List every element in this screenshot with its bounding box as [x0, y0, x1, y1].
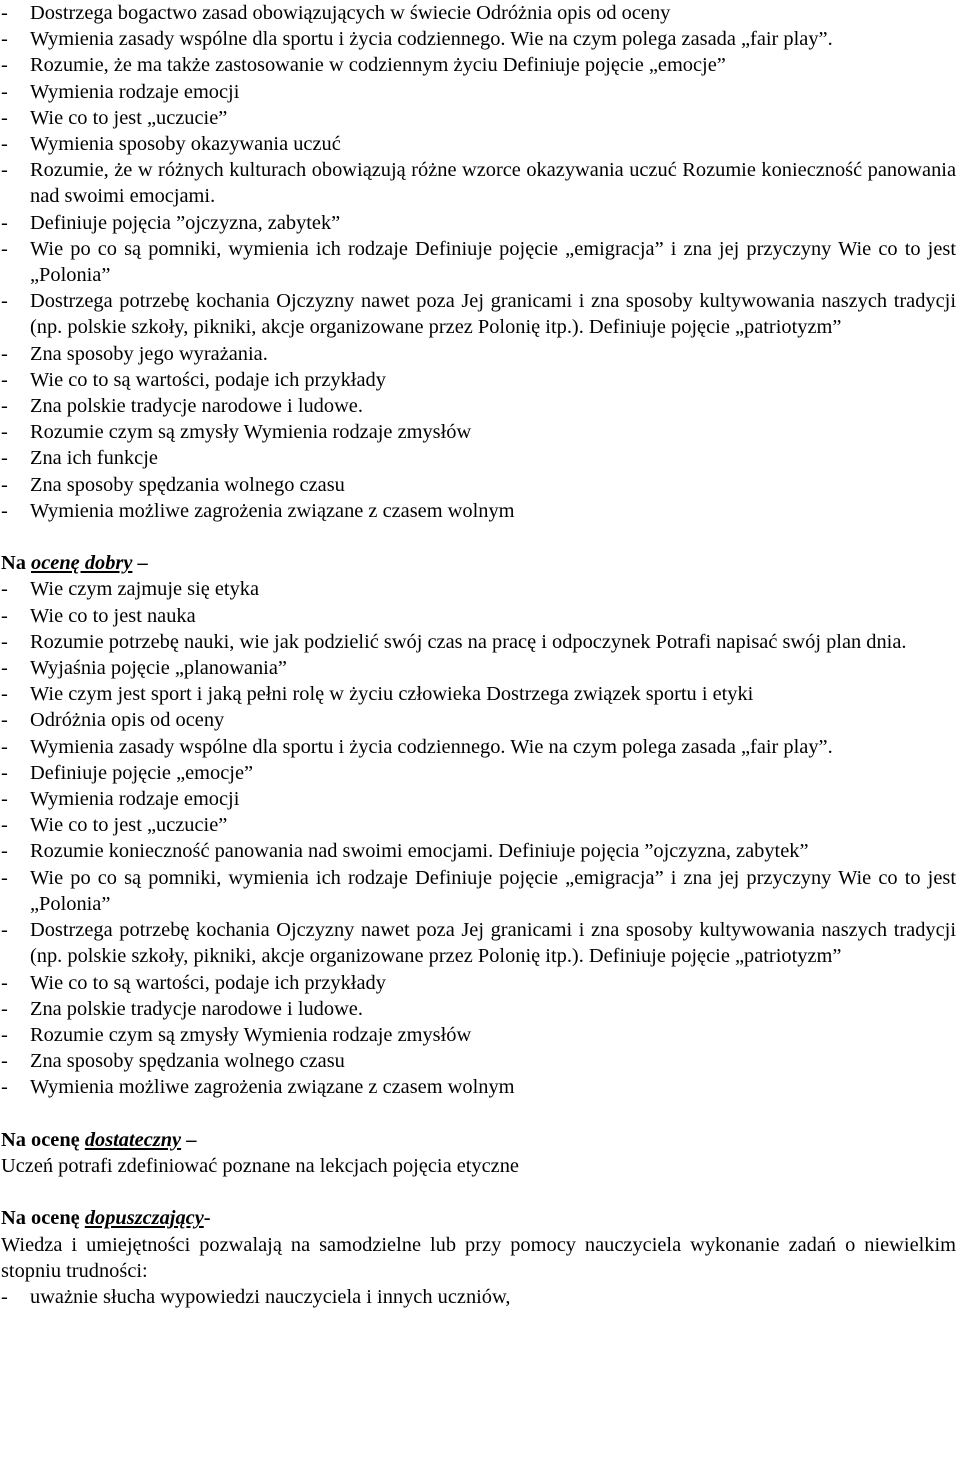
list-item-text: Wie co to jest „uczucie”: [30, 814, 228, 837]
list-item: [1, 734, 956, 760]
list-item: [1, 236, 956, 288]
spacer: [1, 524, 956, 550]
list-item: [1, 1048, 956, 1074]
spacer: [1, 1179, 956, 1205]
list-item: [1, 393, 956, 419]
list-item-text: Wie co to są wartości, podaje ich przykłady: [30, 971, 386, 994]
list-item: [1, 367, 956, 393]
list-item: [1, 917, 956, 969]
list-item-text: Definiuje pojęcia ”ojczyzna, zabytek”: [30, 211, 341, 234]
list-item-text: Odróżnia opis od oceny: [30, 709, 225, 732]
list-item-text: Dostrzega potrzebę kochania Ojczyzny nawet poza Jej granicami i zna sposoby kultywowania naszych tradycji (np. polskie szkoły, pikniki, akcje organizowane przez Polonię itp.). Definiuje pojęcie „patriotyzm”: [30, 919, 956, 968]
list-item-text: Dostrzega potrzebę kochania Ojczyzny nawet poza Jej granicami i zna sposoby kultywowania naszych tradycji (np. polskie szkoły, pikniki, akcje organizowane przez Polonię itp.). Definiuje pojęcie „patriotyzm”: [30, 290, 956, 339]
list-item: [1, 472, 956, 498]
list-item-text: Wie po co są pomniki, wymienia ich rodzaje Definiuje pojęcie „emigracja” i zna jej przyczyny Wie co to jest „Polonia”: [30, 237, 956, 287]
list-item: [1, 707, 956, 733]
bullet-dash: -: [1, 709, 8, 732]
bullet-dash: -: [1, 1285, 8, 1308]
list-item: [1, 655, 956, 681]
list-item-text: Wymienia zasady wspólne dla sportu i życia codziennego. Wie na czym polega zasada „fair play”.: [30, 735, 833, 758]
list-item: [1, 629, 956, 655]
bullet-dash: -: [1, 473, 8, 496]
spacer: [1, 1101, 956, 1127]
grade-label-dopuszczajacy: dopuszczający: [84, 1207, 204, 1230]
list-dobry: [1, 576, 956, 1100]
list-item: [1, 838, 956, 864]
list-item-text: Wie co to jest „uczucie”: [30, 106, 228, 129]
bullet-dash: -: [1, 447, 8, 470]
bullet-dash: -: [1, 54, 8, 77]
list-item-text: Rozumie konieczność panowania nad swoimi emocjami. Definiuje pojęcia ”ojczyzna, zabytek”: [30, 840, 809, 863]
list-item-text: Rozumie potrzebę nauki, wie jak podzielić swój czas na pracę i odpoczynek Potrafi napisać swój plan dnia.: [30, 630, 907, 653]
bullet-dash: -: [1, 997, 8, 1020]
bullet-dash: -: [1, 211, 8, 234]
list-item: [1, 105, 956, 131]
list-item-text: Wie po co są pomniki, wymienia ich rodzaje Definiuje pojęcie „emigracja” i zna jej przyczyny Wie co to jest „Polonia”: [30, 866, 956, 915]
list-item-text: Zna ich funkcje: [30, 447, 158, 470]
list-item: [1, 865, 956, 917]
list-item: [1, 1074, 956, 1100]
list-item: [1, 603, 956, 629]
list-item-text: Definiuje pojęcie „emocje”: [30, 761, 254, 784]
list-item: [1, 419, 956, 445]
list-item-text: Rozumie, że ma także zastosowanie w codziennym życiu Definiuje pojęcie „emocje”: [30, 54, 726, 77]
bullet-dash: -: [1, 840, 8, 863]
list-item-text: Rozumie czym są zmysły Wymienia rodzaje zmysłów: [30, 1023, 472, 1046]
bullet-dash: -: [1, 80, 8, 103]
list-item-text: Wymienia sposoby okazywania uczuć: [30, 133, 341, 156]
list-item: [1, 996, 956, 1022]
bullet-dash: -: [1, 133, 8, 156]
list-item: [1, 576, 956, 602]
bullet-dash: -: [1, 1076, 8, 1099]
grade-heading-dostateczny: [1, 1127, 956, 1153]
list-item-text: Wymienia rodzaje emocji: [30, 788, 240, 811]
list-item-text: Wyjaśnia pojęcie „planowania”: [30, 657, 287, 680]
bullet-dash: -: [1, 657, 8, 680]
paragraph-dostateczny: Uczeń potrafi zdefiniować poznane na lekcjach pojęcia etyczne: [1, 1154, 519, 1177]
bullet-dash: -: [1, 683, 8, 706]
bullet-dash: -: [1, 2, 8, 24]
bullet-dash: -: [1, 578, 8, 601]
list-item: [1, 681, 956, 707]
list-item: [1, 0, 956, 26]
list-item: [1, 210, 956, 236]
bullet-dash: -: [1, 28, 8, 51]
heading-suffix: –: [132, 552, 148, 575]
bullet-dash: -: [1, 106, 8, 129]
list-top: [1, 0, 956, 524]
list-item-text: Zna polskie tradycje narodowe i ludowe.: [30, 997, 363, 1020]
bullet-dash: -: [1, 290, 8, 313]
bullet-dash: -: [1, 421, 8, 444]
bullet-dash: -: [1, 814, 8, 837]
bullet-dash: -: [1, 630, 8, 653]
heading-prefix: Na ocenę: [1, 1128, 85, 1151]
list-item: [1, 970, 956, 996]
list-dopuszczajacy: [1, 1284, 956, 1310]
list-item: [1, 79, 956, 105]
list-item-text: Wie czym jest sport i jaką pełni rolę w życiu człowieka Dostrzega związek sportu i etyki: [30, 683, 754, 706]
list-item: [1, 288, 956, 340]
heading-prefix: Na ocenę: [1, 1207, 85, 1230]
list-item-text: Wie czym zajmuje się etyka: [30, 578, 260, 601]
grade-heading-dopuszczajacy: [1, 1205, 956, 1231]
bullet-dash: -: [1, 499, 8, 522]
bullet-dash: -: [1, 761, 8, 784]
list-item-text: Dostrzega bogactwo zasad obowiązujących w świecie Odróżnia opis od oceny: [30, 2, 671, 24]
list-item: [1, 1022, 956, 1048]
bullet-dash: -: [1, 919, 8, 942]
bullet-dash: -: [1, 788, 8, 811]
list-item: [1, 812, 956, 838]
grade-label-dostateczny: dostateczny: [84, 1128, 182, 1151]
bullet-dash: -: [1, 604, 8, 627]
list-item: [1, 26, 956, 52]
grade-heading-dobry: [1, 550, 956, 576]
list-item-text: Zna sposoby jego wyrażania.: [30, 342, 268, 365]
heading-prefix: Na: [1, 552, 32, 575]
list-item-text: Wymienia możliwe zagrożenia związane z czasem wolnym: [30, 1076, 515, 1099]
bullet-dash: -: [1, 368, 8, 391]
list-item-text: Zna polskie tradycje narodowe i ludowe.: [30, 395, 363, 418]
bullet-dash: -: [1, 237, 8, 260]
list-item-text: Wymienia rodzaje emocji: [30, 80, 240, 103]
heading-suffix: –: [181, 1128, 197, 1151]
bullet-dash: -: [1, 1023, 8, 1046]
bullet-dash: -: [1, 1050, 8, 1073]
list-item: [1, 131, 956, 157]
list-item-text: Wymienia możliwe zagrożenia związane z czasem wolnym: [30, 499, 515, 522]
list-item-text: Rozumie czym są zmysły Wymienia rodzaje zmysłów: [30, 421, 472, 444]
list-item-text: Wie co to są wartości, podaje ich przykłady: [30, 368, 386, 391]
list-item: [1, 1284, 956, 1310]
list-item-text: Rozumie, że w różnych kulturach obowiązują różne wzorce okazywania uczuć Rozumie konieczność panowania nad swoimi emocjami.: [30, 159, 956, 208]
grade-label-dobry: ocenę dobry: [31, 552, 133, 575]
paragraph-dopuszczajacy: Wiedza i umiejętności pozwalają na samodzielne lub przy pomocy nauczyciela wykonanie zadań o niewielkim stopniu trudności:: [1, 1233, 956, 1282]
bullet-dash: -: [1, 971, 8, 994]
list-item: [1, 52, 956, 78]
list-item: [1, 157, 956, 209]
list-item-text: Wie co to jest nauka: [30, 604, 196, 627]
bullet-dash: -: [1, 866, 8, 889]
list-item: [1, 786, 956, 812]
bullet-dash: -: [1, 395, 8, 418]
list-item: [1, 341, 956, 367]
list-item-text: Zna sposoby spędzania wolnego czasu: [30, 473, 345, 496]
list-item: [1, 445, 956, 471]
list-item-text: uważnie słucha wypowiedzi nauczyciela i innych uczniów,: [30, 1285, 511, 1308]
bullet-dash: -: [1, 342, 8, 365]
bullet-dash: -: [1, 735, 8, 758]
list-item-text: Wymienia zasady wspólne dla sportu i życia codziennego. Wie na czym polega zasada „fair play”.: [30, 28, 833, 51]
list-item-text: Zna sposoby spędzania wolnego czasu: [30, 1050, 345, 1073]
heading-suffix: -: [203, 1207, 211, 1230]
list-item: [1, 760, 956, 786]
list-item: [1, 498, 956, 524]
bullet-dash: -: [1, 159, 8, 182]
